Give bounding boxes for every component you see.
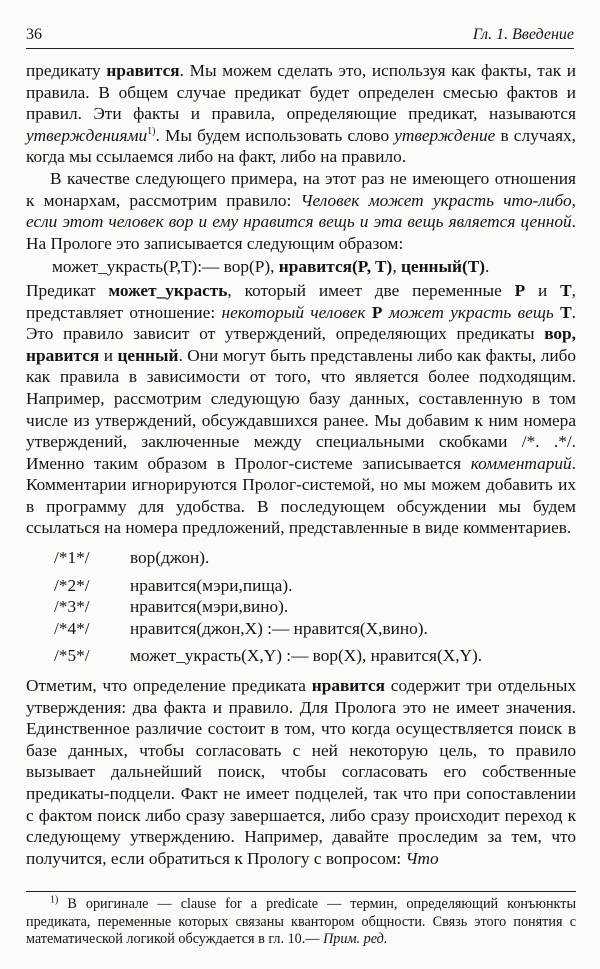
- clause-text: нравится(джон,X) :— нравится(X,вино).: [130, 618, 428, 638]
- clause-text: вор(джон).: [130, 548, 210, 568]
- paragraph-3: Предикат может_украсть, который имеет две переменные P и T, представляет отношение: некоторый человек P может украсть вещь T. Это правило зависит от утверждений, определяющих предикаты вор, нравится и ценный. Они могут быть представлены либо как факты, либо как правила в зависимости от того, что является более подходящим. Например, рассмотрим следующую базу данных, составленную в том числе из утверждений, обсуждавшихся ранее. Мы добавим к ним номера утверждений, заключенные между специальными скобками /*. .*/. Именно таким образом в Пролог-системе записывается комментарий. Комментарии игнорируются Пролог-системой, но мы можем добавить их в программу для удобства. В последующем обсуждении мы будем ссылаться на номера предложений, представленные в виде комментариев.: [26, 280, 576, 538]
- clause-list: [26, 547, 576, 667]
- running-header: [26, 24, 574, 49]
- clause-text: нравится(мэри,вино).: [130, 597, 289, 617]
- clause-line: [26, 618, 576, 640]
- clause-number: /*5*/: [54, 646, 90, 666]
- page-number: 36: [26, 26, 42, 43]
- clause-line: [26, 596, 576, 618]
- rule-example: может_украсть(P,T):— вор(P), нравится(P, T), ценный(T).: [52, 257, 490, 277]
- chapter-title: Гл. 1. Введение: [472, 26, 574, 43]
- footnote-mark: 1): [50, 894, 59, 906]
- paragraph-2: В качестве следующего примера, на этот раз не имеющего отношения к монархам, рассмотрим правило: Человек может украсть что-либо, если этот человек вор и ему нравится вещь и эта вещь является ценной. На Прологе это записывается следующим образом:: [26, 168, 576, 253]
- main-text: [26, 60, 576, 869]
- footnote: [26, 891, 576, 949]
- clause-number: /*3*/: [54, 597, 90, 617]
- clause-line: [26, 547, 576, 569]
- clause-number: /*4*/: [54, 618, 90, 638]
- clause-line: [26, 575, 576, 597]
- clause-number: /*1*/: [54, 548, 90, 568]
- clause-number: /*2*/: [54, 575, 90, 595]
- paragraph-1: предикату нравится. Мы можем сделать это, используя как факты, так и правила. В общем случае предикат будет определен смесью фактов и правил. Эти факты и правила, определяющие предикат, называются утверждениями$^{1)}$. Мы будем использовать слово утверждение в случаях, когда мы ссылаемся либо на факт, либо на правило.: [26, 61, 577, 167]
- footnote-ref: 1): [147, 126, 156, 138]
- paragraph-4: Отметим, что определение предиката нравится содержит три отдельных утверждения: два факта и правило. Для Пролога это не имеет значения. Единственное различие состоит в том, что когда осуществляется поиск в базе данных, чтобы согласовать с ней некоторую цель, то правило вызывает дальнейший поиск, чтобы согласовать его собственные предикаты-подцели. Факт не имеет подцелей, так что при сопоставлении с фактом поиск либо сразу завершается, либо сразу происходит переход к следующему утверждению. Например, давайте проследим за тем, что получится, если обратиться к Прологу с вопросом: Что: [26, 676, 576, 868]
- clause-text: нравится(мэри,пища).: [130, 575, 293, 595]
- clause-text: может_украсть(X,Y) :— вор(X), нравится(X,Y).: [130, 646, 483, 666]
- clause-line: [26, 645, 576, 667]
- footnote-text: $^{1)}$ В оригинале — clause for a predicate — термин, определяющий конъюнкты предиката, переменные которых связаны квантором общности. Связь этого понятия с математической логикой обсуждается в гл. 10.— Прим. ред.: [26, 894, 576, 947]
